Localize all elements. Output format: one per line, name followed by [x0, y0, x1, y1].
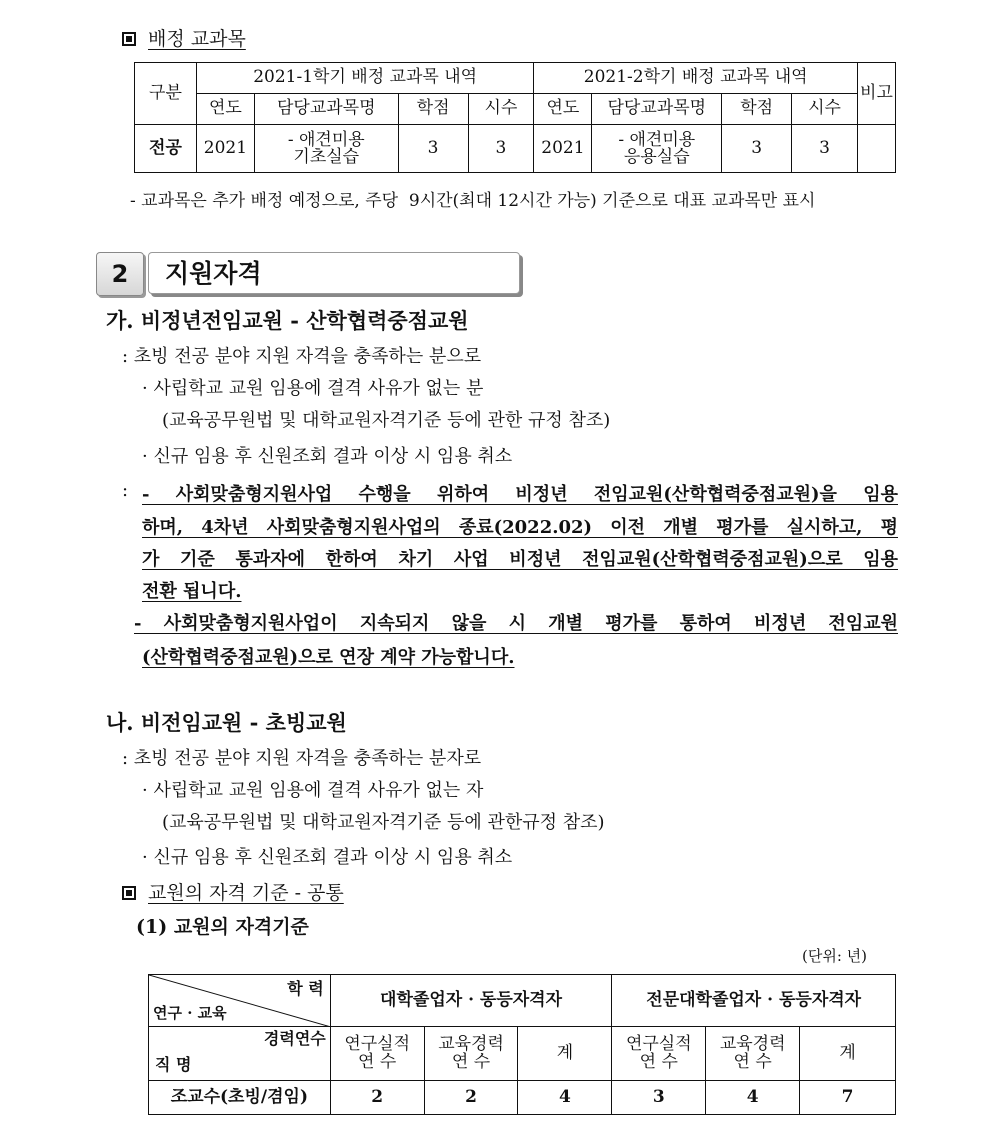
value-cell: 3 [612, 1081, 706, 1115]
ga-heading: 가. 비정년전임교원 - 산학협력중점교원 [106, 308, 469, 333]
edu-line2: 연 수 [451, 1051, 491, 1072]
ga-emph-prefix: : [122, 480, 129, 501]
subheader-year: 연도 [196, 94, 254, 125]
research-line2: 연 수 [639, 1051, 678, 1072]
group1-header: 대학졸업자 · 동등자격자 [330, 975, 612, 1027]
ga-emph1-line4: 전환 됩니다. [142, 581, 242, 602]
sem1-year: 2021 [196, 125, 254, 173]
sem2-credits: 3 [722, 125, 792, 173]
sem2-course-line2: 응용실습 [623, 146, 690, 167]
ga-emph1-line3: 가 기준 통과자에 한하여 차기 사업 비정년 전임교원(산학협력중점교원)으로 임용 [142, 549, 898, 570]
value-cell: 7 [800, 1081, 896, 1115]
value-cell: 2 [330, 1081, 424, 1115]
subheader-hours: 시수 [468, 94, 534, 125]
group2-header: 전문대학졸업자 · 동등자격자 [612, 975, 896, 1027]
row-label: 조교수(초빙/겸임) [149, 1081, 331, 1115]
na-item2: · 신규 임용 후 신원조회 결과 이상 시 임용 취소 [142, 847, 513, 868]
research-line1: 연구실적 [625, 1033, 692, 1054]
corner-bottom-right-label: 경력연수 [263, 1029, 326, 1048]
ga-emph1-line2: 하며, 4차년 사회맞춤형지원사업의 종료(2022.02) 이전 개별 평가를 실시하고, 평 [142, 517, 898, 538]
research-years-header [612, 1027, 706, 1081]
subheader-hours: 시수 [792, 94, 858, 125]
assigned-courses-table [134, 62, 896, 173]
value-cell: 2 [424, 1081, 518, 1115]
square-bullet-icon [122, 886, 136, 900]
header-corner-bottom [149, 1027, 331, 1081]
value-cell: 4 [518, 1081, 612, 1115]
subheader-credits: 학점 [722, 94, 792, 125]
ga-emph1-line1: - 사회맞춤형지원사업 수행을 위하여 비정년 전임교원(산학협력중점교원)을 임용 [142, 484, 898, 505]
subheader-course: 담당교과목명 [592, 94, 722, 125]
ga-emph2-line2: (산학협력중점교원)으로 연장 계약 가능합니다. [142, 647, 515, 668]
research-years-header [330, 1027, 424, 1081]
heading-text: 배정 교과목 [148, 28, 246, 50]
na-item1-sub: (교육공무원법 및 대학교원자격기준 등에 관한규정 참조) [162, 812, 605, 833]
sem1-course [254, 125, 398, 173]
ga-item1-sub: (교육공무원법 및 대학교원자격기준 등에 관한 규정 참조) [162, 410, 611, 431]
total-header: 계 [518, 1027, 612, 1081]
ga-item2: · 신규 임용 후 신원조회 결과 이상 시 임용 취소 [142, 446, 513, 467]
edu-years-header [706, 1027, 800, 1081]
ga-intro: : 초빙 전공 분야 지원 자격을 충족하는 분으로 [122, 346, 482, 367]
header-corner-top [149, 975, 331, 1027]
qualification-table [148, 974, 896, 1115]
col-gubun: 구분 [135, 63, 197, 125]
assigned-courses-heading [122, 24, 246, 51]
courses-note: - 교과목은 추가 배정 예정으로, 주당 9시간(최대 12시간 가능) 기준으로 대표 교과목만 표시 [130, 191, 816, 211]
section-title: 지원자격 [148, 252, 520, 294]
ga-item1: · 사립학교 교원 임용에 결격 사유가 없는 분 [142, 378, 484, 399]
section-number-badge: 2 [96, 252, 144, 296]
edu-years-header [424, 1027, 518, 1081]
sem1-hours: 3 [468, 125, 534, 173]
bigo-cell [857, 125, 895, 173]
square-bullet-icon [122, 32, 136, 46]
col-bigo: 비고 [857, 63, 895, 125]
research-line2: 연 수 [358, 1051, 397, 1072]
sem1-course-line2: 기초실습 [293, 146, 360, 167]
sem1-credits: 3 [398, 125, 468, 173]
sem2-course [592, 125, 722, 173]
criteria-heading [122, 878, 344, 905]
subheader-year: 연도 [534, 94, 592, 125]
sem1-header: 2021-1학기 배정 교과목 내역 [196, 63, 534, 94]
ga-emph2-line1: - 사회맞춤형지원사업이 지속되지 않을 시 개별 평가를 통하여 비정년 전임교원 [134, 613, 898, 634]
sem2-year: 2021 [534, 125, 592, 173]
subheader-course: 담당교과목명 [254, 94, 398, 125]
na-item1: · 사립학교 교원 임용에 결격 사유가 없는 자 [142, 780, 484, 801]
sem2-hours: 3 [792, 125, 858, 173]
corner-mid-label: 연구 · 교육 [153, 1004, 227, 1023]
research-line1: 연구실적 [344, 1033, 411, 1054]
total-header: 계 [800, 1027, 896, 1081]
sem1-course-line1: - 애견미용 [287, 129, 365, 150]
value-cell: 4 [706, 1081, 800, 1115]
sem2-course-line1: - 애견미용 [618, 129, 696, 150]
na-intro: : 초빙 전공 분야 지원 자격을 충족하는 분자로 [122, 748, 482, 769]
edu-line1: 교육경력 [719, 1033, 786, 1054]
criteria-heading-text: 교원의 자격 기준 - 공통 [148, 882, 344, 904]
unit-label: (단위: 년) [802, 947, 867, 965]
corner-top-label: 학 력 [287, 979, 324, 998]
na-heading: 나. 비전임교원 - 초빙교원 [106, 710, 347, 735]
sem2-header: 2021-2학기 배정 교과목 내역 [534, 63, 858, 94]
subheader-credits: 학점 [398, 94, 468, 125]
corner-bottom-left-label: 직 명 [155, 1055, 192, 1075]
edu-line1: 교육경력 [438, 1033, 504, 1054]
criteria-subheading: (1) 교원의 자격기준 [136, 916, 309, 938]
row-label: 전공 [135, 125, 197, 173]
edu-line2: 연 수 [733, 1051, 772, 1072]
